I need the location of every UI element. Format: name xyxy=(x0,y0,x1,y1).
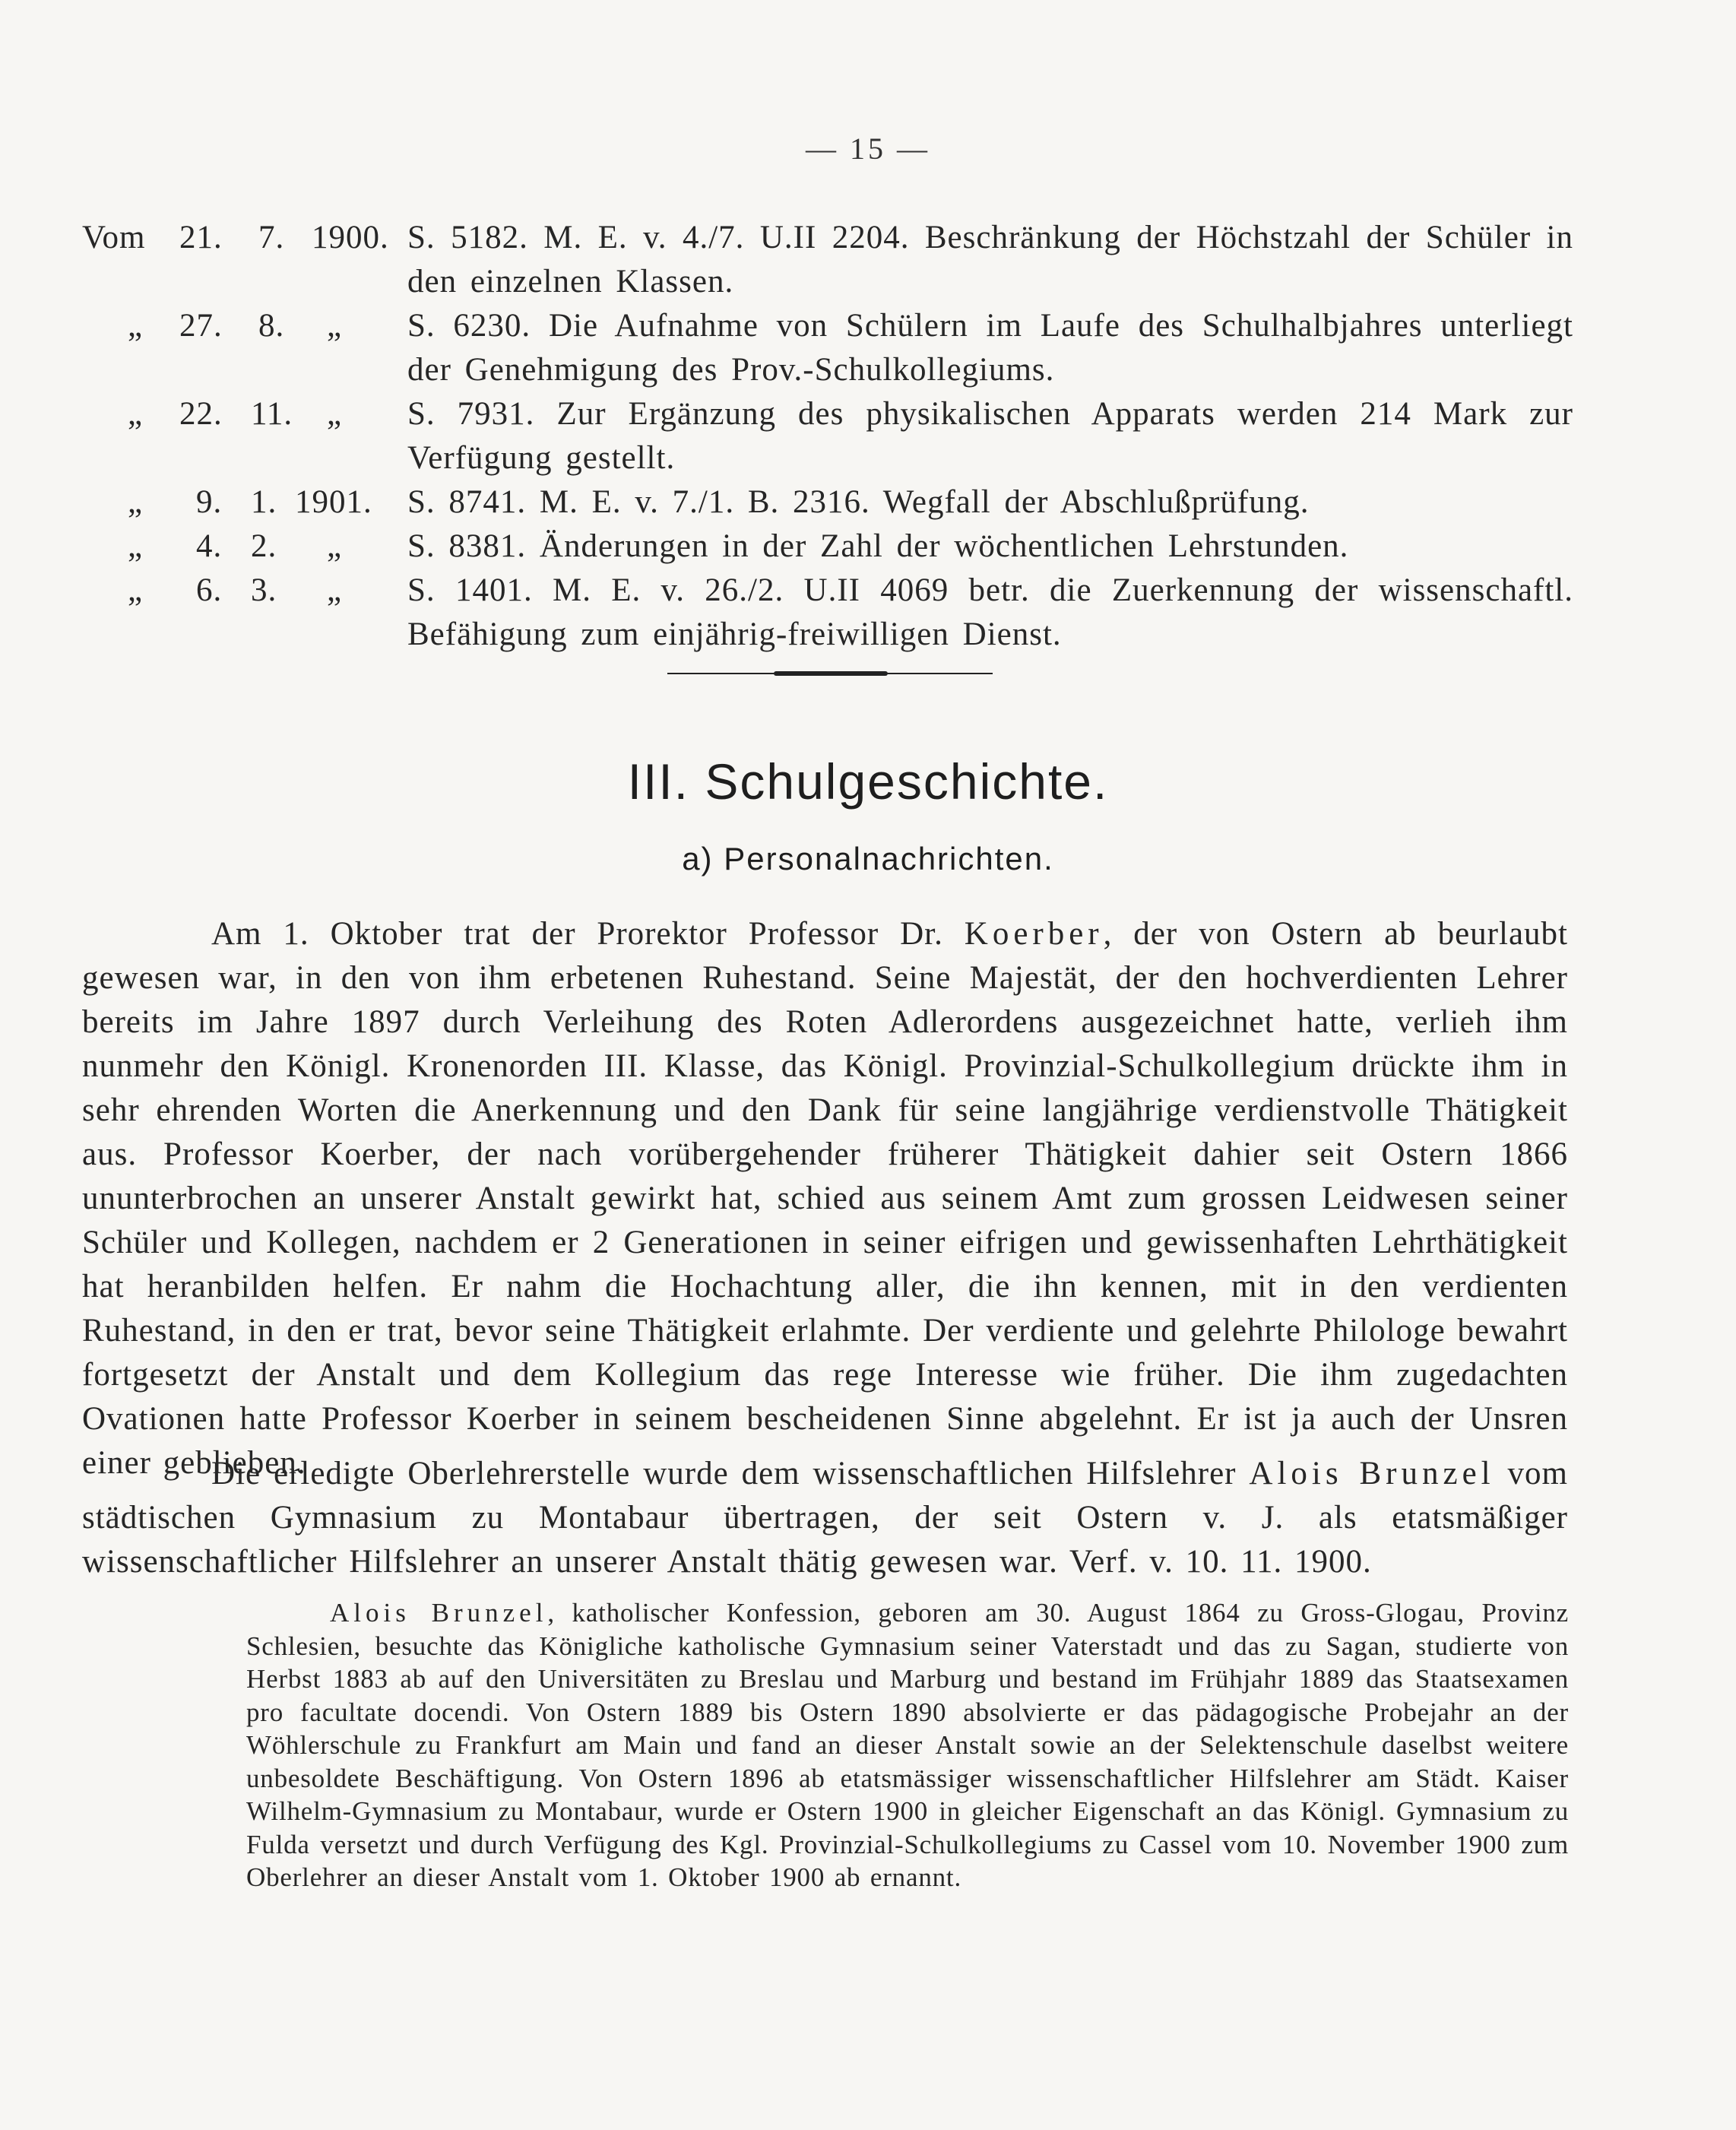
decree-text: S. 7931. Zur Ergänzung des physikalischen Apparats werden 214 Mark zur Verfügung gestellt. xyxy=(407,396,1573,476)
decree-date: „ 27. 8. „ xyxy=(128,308,343,344)
decree-date: Vom 21. 7. 1900. xyxy=(82,220,389,255)
decree-list xyxy=(0,216,1736,657)
person-name: Koerber xyxy=(964,916,1104,952)
decree-entry xyxy=(0,304,1736,392)
decree-text: S. 8381. Änderungen in der Zahl der wöchentlichen Lehrstunden. xyxy=(407,528,1349,564)
section-divider xyxy=(667,669,993,680)
decree-text: S. 6230. Die Aufnahme von Schülern im Laufe des Schulhalbjahres unterliegt der Genehmigung des Prov.-Schulkollegiums. xyxy=(407,308,1573,388)
decree-date: „ 22. 11. „ xyxy=(128,396,343,432)
decree-entry xyxy=(0,525,1736,569)
decree-entry xyxy=(0,480,1736,525)
paragraph-appointment: Die erledigte Oberlehrerstelle wurde dem wissenschaftlichen Hilfslehrer Alois Brunzel vom städtischen Gymnasium zu Montabaur übertragen, der seit Ostern v. J. als etatsmäßiger wissenschaftlicher Hilfslehrer an unserer Anstalt thätig gewesen war. Verf. v. 10. 11. 1900. xyxy=(82,1456,1568,1580)
decree-text: S. 1401. M. E. v. 26./2. U.II 4069 betr. die Zuerkennung der wissenschaftl. Befähigung zum einjährig-freiwilligen Dienst. xyxy=(407,572,1573,652)
decree-entry xyxy=(0,392,1736,480)
decree-date: „ 9. 1. 1901. xyxy=(128,484,372,520)
decree-text: S. 8741. M. E. v. 7./1. B. 2316. Wegfall der Abschlußprüfung. xyxy=(407,484,1310,520)
decree-date: „ 4. 2. „ xyxy=(128,528,343,564)
decree-entry xyxy=(0,569,1736,657)
bio-name: Alois Brunzel xyxy=(330,1598,548,1628)
person-name: Alois Brunzel xyxy=(1249,1456,1495,1491)
decree-entry xyxy=(0,216,1736,304)
page-number: — 15 — xyxy=(806,132,930,166)
paragraph-retirement: Am 1. Oktober trat der Prorektor Professor Dr. Koerber, der von Ostern ab beurlaubt gewesen war, in den von ihm erbetenen Ruhestand. Seine Majestät, der den hochverdienten Lehrer bereits im Jahre 1897 durch Verleihung des Roten Adlerordens ausgezeichnet hatte, verlieh ihm nunmehr den Königl. Kronenorden III. Klasse, das Königl. Provinzial-Schulkollegium drückte ihm in sehr ehrenden Worten die Anerkennung und den Dank für seine langjährige verdienstvolle Thätigkeit aus. Professor Koerber, der nach vorübergehender früherer Thätigkeit dahier seit Ostern 1866 ununterbrochen an unserer Anstalt gewirkt hat, schied aus seinem Amt zum grossen Leidwesen seiner Schüler und Kollegen, nachdem er 2 Generationen in seiner eifrigen und gewissenhaften Lehrthätigkeit hat heranbilden helfen. Er nahm die Hochachtung aller, die ihn kennen, mit in den verdienten Ruhestand, in den er trat, bevor seine Thätigkeit erlahmte. Der verdiente und gelehrte Philologe bewahrt fortgesetzt der Anstalt und dem Kollegium das rege Interesse wie früher. Die ihm zugedachten Ovationen hatte Professor Koerber in seinem bescheidenen Sinne abgelehnt. Er ist ja auch der Unsren einer geblieben. xyxy=(82,916,1568,1481)
biography-note: Alois Brunzel, katholischer Konfession, geboren am 30. August 1864 zu Gross-Glogau, Provinz Schlesien, besuchte das Königliche katholische Gymnasium seiner Vaterstadt und das zu Sagan, studierte von Herbst 1883 ab auf den Universitäten zu Breslau und Marburg und bestand im Frühjahr 1889 das Staatsexamen pro facultate docendi. Von Ostern 1889 bis Ostern 1890 absolvierte er das pädagogische Probejahr an der Wöhlerschule zu Frankfurt am Main und fand an dieser Anstalt sowie an der Selektenschule daselbst weitere unbesoldete Beschäftigung. Von Ostern 1896 ab etatsmässiger wissenschaftlicher Hilfslehrer am Städt. Kaiser Wilhelm-Gymnasium zu Montabaur, wurde er Ostern 1900 in gleicher Eigenschaft an das Königl. Gymnasium zu Fulda versetzt und durch Verfügung des Kgl. Provinzial-Schulkollegiums zu Cassel vom 10. November 1900 zum Oberlehrer an dieser Anstalt vom 1. Oktober 1900 ab ernannt. xyxy=(246,1598,1569,1892)
decree-text: S. 5182. M. E. v. 4./7. U.II 2204. Beschränkung der Höchstzahl der Schüler in den einzelnen Klassen. xyxy=(407,220,1573,300)
decree-date: „ 6. 3. „ xyxy=(128,572,343,608)
section-title: III. Schulgeschichte. xyxy=(627,753,1109,810)
section-subtitle: a) Personalnachrichten. xyxy=(682,841,1054,876)
divider-ornament xyxy=(774,671,888,676)
